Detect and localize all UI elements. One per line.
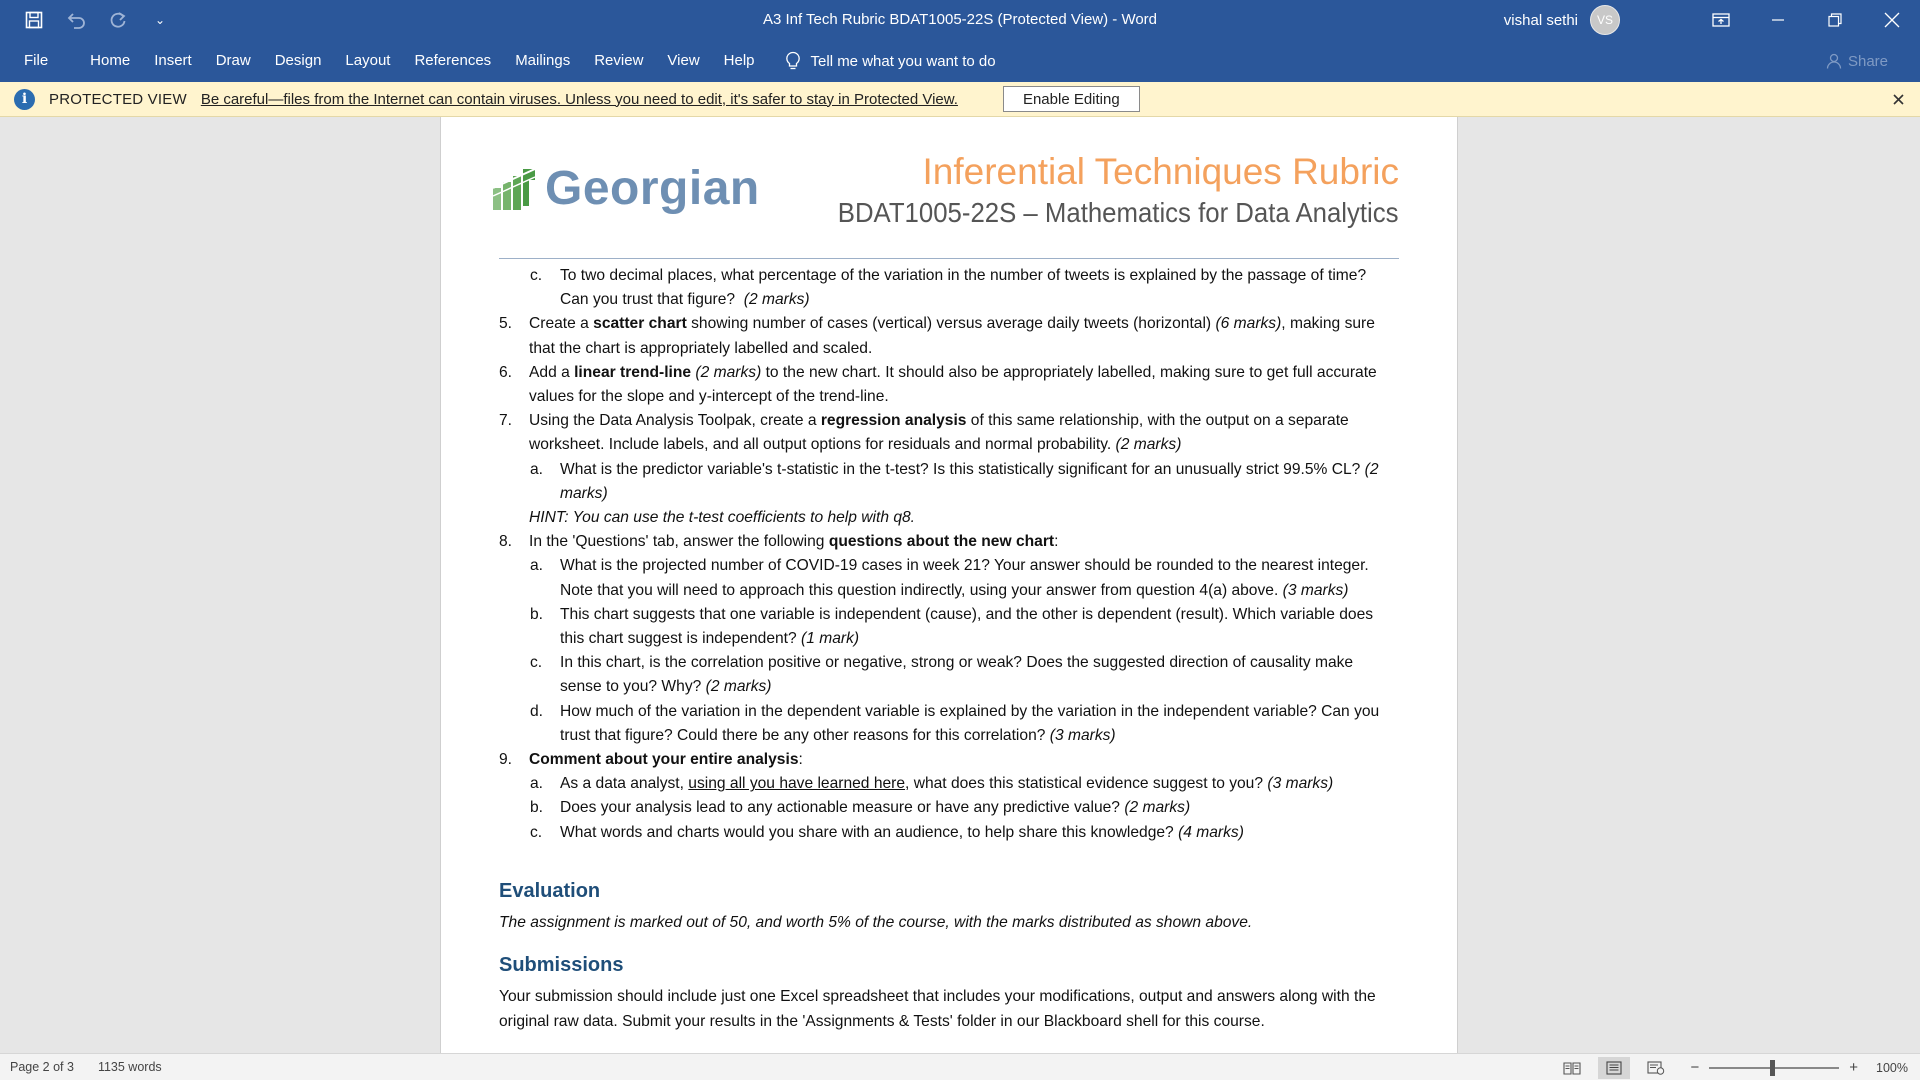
person-icon: [1826, 53, 1842, 69]
header-subtitle: BDAT1005-22S – Mathematics for Data Analytics: [838, 197, 1399, 228]
list-item-9b: [499, 796, 1399, 820]
window-controls: [1692, 0, 1920, 40]
item-text: What words and charts would you share with an audience, to help share this knowledge?: [560, 823, 1174, 841]
save-icon: [25, 11, 43, 29]
list-item-8c: [499, 651, 1399, 699]
avatar[interactable]: VS: [1590, 5, 1620, 35]
list-item-8b: [499, 603, 1399, 651]
item-text: Add a: [529, 363, 575, 381]
list-item-6: [499, 361, 1399, 409]
item-bold: Comment about your entire analysis: [529, 751, 799, 769]
item-text: Does your analysis lead to any actionable measure or have any predictive value?: [560, 799, 1120, 817]
item-bold: scatter chart: [593, 315, 687, 333]
enable-editing-button[interactable]: Enable Editing: [1003, 86, 1140, 112]
lightbulb-icon: [785, 51, 801, 71]
ribbon: [0, 40, 1920, 82]
item-text: In the 'Questions' tab, answer the following: [529, 533, 829, 551]
item-number: 8.: [499, 533, 513, 551]
item-marks: (2 marks): [705, 678, 772, 696]
item-text: As a data analyst,: [560, 775, 689, 793]
georgian-logo: [491, 161, 760, 216]
customize-qat-button[interactable]: [146, 6, 174, 34]
chevron-down-icon: ⌄: [154, 13, 166, 27]
item-bold: questions about the new chart: [828, 533, 1055, 551]
tell-me-label: Tell me what you want to do: [810, 52, 996, 70]
tab-layout[interactable]: Layout: [345, 52, 391, 69]
print-layout-icon: [1606, 1061, 1622, 1075]
ribbon-display-options-button[interactable]: [1692, 0, 1749, 40]
item-text: :: [798, 751, 803, 769]
item-text: :: [1054, 533, 1059, 551]
list-item-4c: [499, 264, 1399, 312]
protected-view-bar: [0, 82, 1920, 117]
header-title: Inferential Techniques Rubric: [922, 151, 1399, 192]
print-layout-button[interactable]: [1598, 1057, 1630, 1079]
close-icon: [1884, 12, 1900, 28]
tab-design[interactable]: Design: [274, 52, 322, 69]
item-marks: (2 marks): [560, 460, 1379, 502]
tab-draw[interactable]: Draw: [215, 52, 251, 69]
item-marks: (1 mark): [801, 630, 860, 648]
list-item-7a: [499, 458, 1399, 506]
status-bar: [0, 1053, 1920, 1080]
close-window-button[interactable]: [1863, 0, 1920, 40]
share-button[interactable]: [1826, 40, 1888, 82]
document-canvas[interactable]: [0, 117, 1920, 1053]
share-label: Share: [1847, 52, 1888, 70]
item-bold: linear trend-line: [574, 363, 692, 381]
item-number: a.: [530, 460, 544, 478]
document-body: [499, 264, 1399, 1034]
item-marks: (4 marks): [1178, 823, 1244, 841]
item-text: How much of the variation in the dependent variable is explained by the variation in the independent variable? Can you trust that figure? Could there be any other reasons for this correlation?: [560, 702, 1380, 744]
read-mode-button[interactable]: [1556, 1057, 1588, 1079]
item-marks: (2 marks): [1124, 799, 1191, 817]
word-count[interactable]: 1135 words: [97, 1060, 162, 1074]
item-text: In this chart, is the correlation positive or negative, strong or weak? Does the suggested direction of causality make sense to you? Why?: [560, 654, 1354, 696]
evaluation-text: The assignment is marked out of 50, and worth 5% of the course, with the marks distributed as shown above.: [499, 914, 1253, 932]
item-text: This chart suggests that one variable is independent (cause), and the other is dependent (result). Which variable does this chart suggest is independent?: [560, 605, 1374, 648]
list-item-7: [499, 409, 1399, 457]
item-number: c.: [530, 823, 543, 841]
item-number: c.: [530, 654, 543, 672]
item-marks: (3 marks): [1267, 775, 1334, 793]
item-marks: (2 marks): [1115, 436, 1182, 454]
item-number: c.: [530, 267, 543, 284]
zoom-in-button[interactable]: +: [1849, 1059, 1859, 1076]
tab-help[interactable]: Help: [723, 52, 755, 69]
item-marks: (3 marks): [1049, 726, 1116, 744]
ribbon-display-icon: [1712, 13, 1730, 27]
account-area[interactable]: [1504, 0, 1620, 40]
close-protected-bar-button[interactable]: [1888, 89, 1908, 109]
tab-review[interactable]: Review: [594, 52, 644, 69]
list-item-8d: [499, 700, 1399, 748]
ribbon-tabs: [12, 40, 996, 82]
item-text: , what does this statistical evidence suggest to you?: [905, 775, 1264, 793]
zoom-level[interactable]: 100%: [1876, 1060, 1908, 1075]
list-item-9: [499, 748, 1399, 772]
item-number: a.: [530, 775, 544, 793]
window-title: A3 Inf Tech Rubric BDAT1005-22S (Protected View) - Word: [762, 11, 1158, 28]
protected-view-label: PROTECTED VIEW: [49, 90, 187, 108]
tab-references[interactable]: References: [414, 52, 492, 69]
redo-icon: [109, 11, 127, 29]
item-number: b.: [530, 605, 544, 623]
quick-access-toolbar: [20, 0, 174, 40]
list-item-8: [499, 530, 1399, 554]
save-button[interactable]: [20, 6, 48, 34]
web-layout-button[interactable]: [1640, 1057, 1672, 1079]
item-text: Create a: [529, 315, 594, 333]
zoom-slider[interactable]: [1709, 1067, 1839, 1069]
header-divider: [499, 258, 1399, 259]
undo-icon: [66, 11, 86, 29]
tab-mailings[interactable]: Mailings: [515, 52, 571, 69]
zoom-out-button[interactable]: −: [1690, 1059, 1700, 1076]
page-count[interactable]: Page 2 of 3: [10, 1060, 74, 1074]
logo-text: Georgian: [545, 162, 760, 215]
item-text: What is the predictor variable's t-statistic in the t-test? Is this statistically significant for an unusually strict 99.5% CL?: [560, 460, 1361, 478]
list-item-9c: [499, 821, 1399, 845]
item-text: to the new chart. It should also be appropriately labelled, making sure to get full accurate values for the slope and y-intercept of the trend-line.: [529, 363, 1377, 406]
tab-file[interactable]: File: [24, 52, 49, 69]
submissions-heading: Submissions: [499, 954, 624, 977]
restore-button[interactable]: [1806, 0, 1863, 40]
redo-button[interactable]: [104, 6, 132, 34]
read-mode-icon: [1563, 1061, 1581, 1075]
tab-insert[interactable]: Insert: [154, 52, 192, 69]
info-icon: i: [14, 89, 35, 110]
item-number: b.: [530, 799, 544, 817]
item-number: 5.: [499, 315, 513, 333]
restore-icon: [1828, 13, 1842, 27]
item-marks: (2 marks): [743, 291, 810, 309]
protected-view-message-link[interactable]: Be careful—files from the Internet can contain viruses. Unless you need to edit, it's safer to stay in Protected View.: [200, 90, 958, 108]
item-number: d.: [530, 702, 544, 720]
list-item-5: [499, 312, 1399, 360]
item-text: To two decimal places, what percentage of the variation in the number of tweets is explained by the passage of time? Can you trust that figure?: [560, 267, 1367, 309]
item-marks: (6 marks): [1215, 315, 1282, 333]
item-marks: (3 marks): [1282, 581, 1349, 599]
georgian-logo-icon: [491, 166, 537, 212]
minimize-button[interactable]: [1749, 0, 1806, 40]
title-bar: [0, 0, 1920, 40]
list-item-9a: [499, 772, 1399, 796]
zoom-slider-thumb[interactable]: [1770, 1060, 1775, 1076]
item-text: showing number of cases (vertical) versus average daily tweets (horizontal): [686, 315, 1216, 333]
item-number: 6.: [499, 363, 513, 381]
close-icon: [1893, 94, 1904, 105]
tab-home[interactable]: Home: [90, 52, 131, 69]
undo-button[interactable]: [62, 6, 90, 34]
hint-text: HINT: You can use the t-test coefficients to help with q8.: [529, 509, 916, 527]
item-text: What is the projected number of COVID-19 cases in week 21? Your answer should be rounded to the nearest integer. Note that you will need to approach this question indirectly, using your answer from question 4(a) above.: [560, 557, 1369, 599]
item-bold: regression analysis: [820, 412, 967, 430]
item-number: a.: [530, 557, 544, 575]
document-page[interactable]: [440, 117, 1458, 1053]
item-text: , making sure that the chart is appropriately labelled and scaled.: [529, 315, 1375, 357]
tab-view[interactable]: View: [667, 52, 700, 69]
web-layout-icon: [1647, 1061, 1665, 1075]
item-marks: (2 marks): [695, 363, 762, 381]
user-name: vishal sethi: [1503, 11, 1578, 29]
item-number: 9.: [499, 751, 513, 769]
item-text: of this same relationship, with the output on a separate worksheet. Include labels, and all output options for residuals and normal probability.: [529, 412, 1349, 454]
list-item-8a: [499, 554, 1399, 602]
evaluation-heading: Evaluation: [499, 879, 601, 902]
submissions-text: Your submission should include just one Excel spreadsheet that includes your modifications, output and answers along with the original raw data. Submit your results in the 'Assignments & Tests' folder in our Blackboard shell for this course.: [499, 988, 1376, 1030]
item-number: 7.: [499, 412, 513, 430]
minimize-icon: [1771, 13, 1785, 27]
item-underline: using all you have learned here: [688, 775, 906, 793]
item-text: Using the Data Analysis Toolpak, create a: [529, 412, 821, 430]
tell-me-search[interactable]: [767, 40, 996, 82]
